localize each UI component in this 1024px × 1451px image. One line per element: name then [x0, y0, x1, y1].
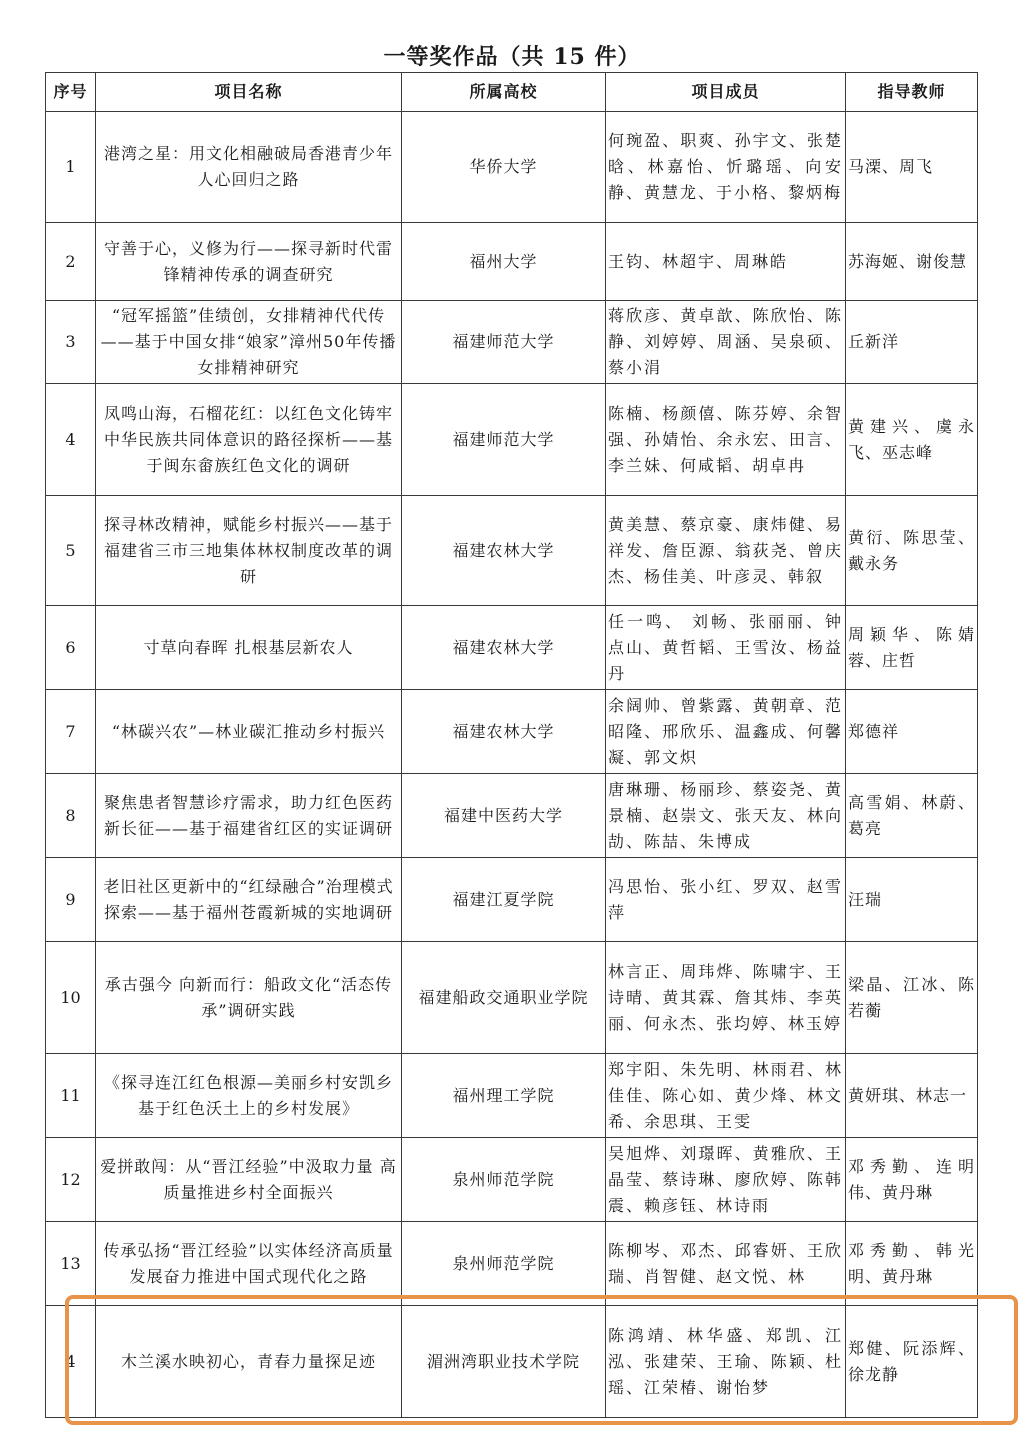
cell-members: 林言正、周玮烨、陈啸宇、王诗晴、黄其霖、詹其炜、李英丽、何永杰、张均婷、林玉婷	[606, 942, 846, 1054]
cell-project-name: 爱拼敢闯：从“晋江经验”中汲取力量 高质量推进乡村全面振兴	[96, 1138, 402, 1222]
table-row	[46, 942, 978, 1054]
cell-no: 4	[46, 384, 96, 496]
cell-advisor: 邓秀勤、连明伟、黄丹琳	[846, 1138, 978, 1222]
header-no: 序号	[46, 73, 96, 112]
cell-members: 陈鸿靖、林华盛、郑凯、江泓、张建荣、王瑜、陈颖、杜瑶、江荣椿、谢怡梦	[606, 1306, 846, 1418]
cell-project-name: “冠军摇篮”佳绩创，女排精神代代传——基于中国女排“娘家”漳州50年传播女排精神研究	[96, 301, 402, 384]
cell-advisor: 丘新洋	[846, 301, 978, 384]
document-title: 一等奖作品（共 15 件）	[383, 44, 641, 70]
cell-school: 福州理工学院	[402, 1054, 606, 1138]
header-project-name: 项目名称	[96, 73, 402, 112]
cell-members: 吴旭烨、刘璟晖、黄雅欣、王晶莹、蔡诗琳、廖欣婷、陈韩震、赖彦钰、林诗雨	[606, 1138, 846, 1222]
table-row	[46, 1222, 978, 1306]
cell-members: 蒋欣彦、黄卓歆、陈欣怡、陈静、刘婷婷、周涵、吴泉硕、蔡小涓	[606, 301, 846, 384]
table-row	[46, 1138, 978, 1222]
cell-project-name: 守善于心，义修为行——探寻新时代雷锋精神传承的调查研究	[96, 223, 402, 301]
cell-school: 福建中医药大学	[402, 774, 606, 858]
table-row	[46, 1054, 978, 1138]
cell-members: 余阔帅、曾紫露、黄朝章、范昭隆、邢欣乐、温鑫成、何馨凝、郭文炽	[606, 690, 846, 774]
awards-table	[45, 72, 978, 1418]
table-row	[46, 384, 978, 496]
cell-advisor: 黄妍琪、林志一	[846, 1054, 978, 1138]
header-members: 项目成员	[606, 73, 846, 112]
cell-advisor: 马溧、周飞	[846, 112, 978, 223]
cell-members: 陈柳岑、邓杰、邱睿妍、王欣瑞、肖智健、赵文悦、林	[606, 1222, 846, 1306]
cell-project-name: 老旧社区更新中的“红绿融合”治理模式探索——基于福州苍霞新城的实地调研	[96, 858, 402, 942]
cell-members: 唐琳珊、杨丽珍、蔡姿尧、黄景楠、赵崇文、张天友、林向劼、陈喆、朱博成	[606, 774, 846, 858]
cell-no: 10	[46, 942, 96, 1054]
cell-members: 陈楠、杨颜僖、陈芬婷、余智强、孙婧怡、余永宏、田言、李兰妹、何咸韬、胡卓冉	[606, 384, 846, 496]
cell-no: 2	[46, 223, 96, 301]
cell-no: 5	[46, 496, 96, 606]
cell-no: 4	[46, 1306, 96, 1418]
cell-no: 3	[46, 301, 96, 384]
cell-school: 福建船政交通职业学院	[402, 942, 606, 1054]
cell-members: 冯思怡、张小红、罗双、赵雪萍	[606, 858, 846, 942]
cell-school: 福建师范大学	[402, 301, 606, 384]
cell-school: 泉州师范学院	[402, 1138, 606, 1222]
table-row	[46, 774, 978, 858]
cell-project-name: “林碳兴农”—林业碳汇推动乡村振兴	[96, 690, 402, 774]
cell-members: 任一鸣、 刘畅、张丽丽、钟点山、黄哲韬、王雪汝、杨益丹	[606, 606, 846, 690]
cell-project-name: 《探寻连江红色根源—美丽乡村安凯乡基于红色沃土上的乡村发展》	[96, 1054, 402, 1138]
cell-school: 福建江夏学院	[402, 858, 606, 942]
table-row	[46, 301, 978, 384]
table-row	[46, 112, 978, 223]
table-row	[46, 606, 978, 690]
cell-no: 6	[46, 606, 96, 690]
table-row	[46, 496, 978, 606]
cell-school: 泉州师范学院	[402, 1222, 606, 1306]
table-row	[46, 858, 978, 942]
cell-advisor: 邓秀勤、韩光明、黄丹琳	[846, 1222, 978, 1306]
cell-members: 郑宇阳、朱先明、林雨君、林佳佳、陈心如、黄少烽、林文希、余思琪、王雯	[606, 1054, 846, 1138]
cell-no: 8	[46, 774, 96, 858]
cell-no: 11	[46, 1054, 96, 1138]
cell-no: 1	[46, 112, 96, 223]
cell-school: 福建农林大学	[402, 690, 606, 774]
table-row	[46, 690, 978, 774]
table-row	[46, 1306, 978, 1418]
header-school: 所属高校	[402, 73, 606, 112]
cell-no: 9	[46, 858, 96, 942]
cell-school: 湄洲湾职业技术学院	[402, 1306, 606, 1418]
cell-project-name: 承古强今 向新而行：船政文化“活态传承”调研实践	[96, 942, 402, 1054]
cell-project-name: 凤鸣山海，石榴花红：以红色文化铸牢中华民族共同体意识的路径探析——基于闽东畲族红色文化的调研	[96, 384, 402, 496]
table-row	[46, 223, 978, 301]
cell-members: 何琬盈、职爽、孙宇文、张楚晗、林嘉怡、忻璐瑶、向安静、黄慧龙、于小格、黎炳梅	[606, 112, 846, 223]
header-row	[46, 73, 978, 112]
cell-advisor: 黄建兴、虞永飞、巫志峰	[846, 384, 978, 496]
cell-project-name: 港湾之星：用文化相融破局香港青少年人心回归之路	[96, 112, 402, 223]
cell-school: 福建师范大学	[402, 384, 606, 496]
cell-project-name: 木兰溪水映初心，青春力量探足迹	[96, 1306, 402, 1418]
cell-advisor: 高雪娟、林蔚、葛亮	[846, 774, 978, 858]
cell-no: 12	[46, 1138, 96, 1222]
cell-project-name: 聚焦患者智慧诊疗需求，助力红色医药新长征——基于福建省红区的实证调研	[96, 774, 402, 858]
cell-project-name: 传承弘扬“晋江经验”以实体经济高质量发展奋力推进中国式现代化之路	[96, 1222, 402, 1306]
header-advisor: 指导教师	[846, 73, 978, 112]
cell-advisor: 黄衍、陈思莹、戴永务	[846, 496, 978, 606]
cell-school: 福建农林大学	[402, 606, 606, 690]
cell-members: 王钧、林超宇、周琳皓	[606, 223, 846, 301]
cell-advisor: 梁晶、江冰、陈若蘅	[846, 942, 978, 1054]
cell-no: 13	[46, 1222, 96, 1306]
cell-school: 华侨大学	[402, 112, 606, 223]
cell-advisor: 周颖华、陈婧蓉、庄哲	[846, 606, 978, 690]
cell-members: 黄美慧、蔡京豪、康炜健、易祥发、詹臣源、翁荻尧、曾庆杰、杨佳美、叶彦灵、韩叙	[606, 496, 846, 606]
cell-school: 福建农林大学	[402, 496, 606, 606]
cell-school: 福州大学	[402, 223, 606, 301]
cell-advisor: 苏海姬、谢俊慧	[846, 223, 978, 301]
cell-advisor: 汪瑞	[846, 858, 978, 942]
cell-project-name: 寸草向春晖 扎根基层新农人	[96, 606, 402, 690]
cell-advisor: 郑健、阮添辉、徐龙静	[846, 1306, 978, 1418]
cell-advisor: 郑德祥	[846, 690, 978, 774]
cell-no: 7	[46, 690, 96, 774]
cell-project-name: 探寻林改精神，赋能乡村振兴——基于福建省三市三地集体林权制度改革的调研	[96, 496, 402, 606]
